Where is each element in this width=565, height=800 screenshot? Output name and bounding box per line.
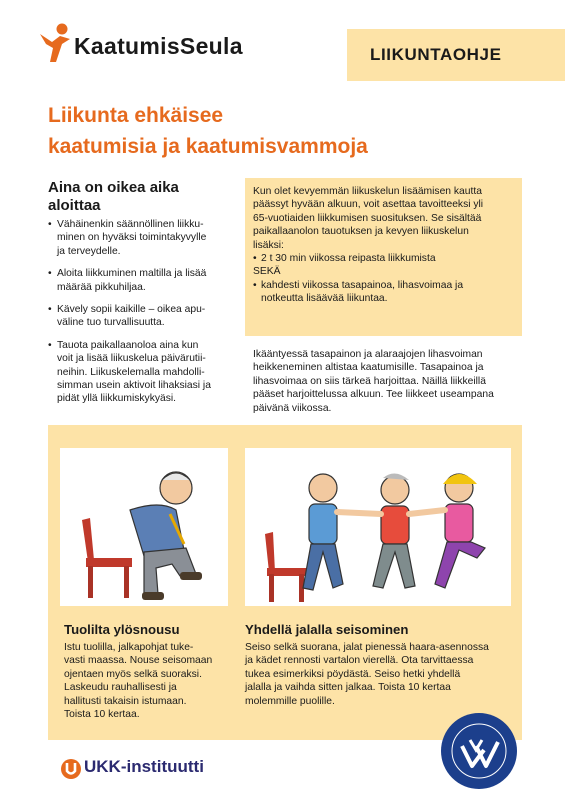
info-line: lisäksi: <box>253 239 284 251</box>
recommendation-text <box>253 185 517 306</box>
one-leg-standing-illustration <box>245 448 511 606</box>
info-line: 65-vuotiaiden liikkumisen suosituksen. Se sisältää <box>253 212 482 224</box>
left-heading-line-1: Aina on oikea aika <box>48 179 179 196</box>
info-line: paikallaanolon tauotuksen ja kevyen liikuskelun <box>253 226 469 238</box>
list-item-line: väline tuo turvallisuutta. <box>57 317 165 329</box>
list-item-line: • Tauota paikallaanoloa aina kun <box>57 339 199 351</box>
exercise-line: vasti maassa. Nouse seisomaan <box>64 655 213 667</box>
list-item <box>48 267 238 294</box>
list-item-line: simman usein aktivoit lihaksiasi ja <box>57 380 211 392</box>
exercise-1-title: Tuolilta ylösnousu <box>64 622 180 637</box>
list-item-line: määrää pikkuhiljaa. <box>57 281 146 293</box>
list-item-line: voit ja lisää liikuskelua päivärutii- <box>57 353 206 365</box>
paragraph-line: pääset harjoittelussa alkuun. Tee liikkeet useampana <box>253 389 494 401</box>
info-bullet: • kahdesti viikossa tasapainoa, lihasvoimaa ja <box>253 279 517 292</box>
paragraph-line: heikkeneminen altistaa kaatumisille. Tasapainoa ja <box>253 362 484 374</box>
left-heading <box>48 179 218 215</box>
info-bullet: • 2 t 30 min viikossa reipasta liikkumista <box>253 252 517 265</box>
exercise-line: Seiso selkä suorana, jalat pienessä haara-asennossa <box>245 642 489 653</box>
page-title-line-1: Liikunta ehkäisee <box>48 104 224 127</box>
paragraph-line: päivänä viikossa. <box>253 402 332 414</box>
list-item-line: pidät yllä liikkumiskykyäsi. <box>57 393 177 405</box>
kaatumisseula-logo-icon <box>38 22 74 64</box>
info-bullet-continued: notkeutta lisäävää liikuntaa. <box>261 293 388 305</box>
brand-name: KaatumisSeula <box>74 33 243 59</box>
exercise-line: jalalla ja vaihda sitten jalkaa. Toista 10 kertaa <box>245 682 451 694</box>
paragraph-line: lihasvoimaa on siis tärkeä harjoittaa. Näillä liikkeillä <box>253 375 486 387</box>
list-item-line: • Aloita liikkuminen maltilla ja lisää <box>57 268 207 280</box>
page-title-line-2: kaatumisia ja kaatumisvammoja <box>48 135 368 158</box>
info-line: Kun olet kevyemmän liikuskelun lisäämisen kautta <box>253 186 482 197</box>
exercise-line: tukea esimerkiksi pöydästä. Seiso hetki yhdellä <box>245 668 461 680</box>
quality-seal-icon <box>440 712 518 790</box>
chair-stand-illustration <box>60 448 228 606</box>
exercise-line: Toista 10 kertaa. <box>64 709 140 721</box>
info-line: päässyt hyvään alkuun, voit asettaa tavoitteeksi yli <box>253 199 484 211</box>
exercise-line: ja kädet rennosti vartalon vierellä. Ota tarvittaessa <box>245 655 474 667</box>
list-item <box>48 218 238 258</box>
exercise-line: molemmille puolille. <box>245 695 335 707</box>
ukk-logo-icon <box>60 758 82 780</box>
list-item-line: • Vähäinenkin säännöllinen liikku- <box>57 219 204 230</box>
list-item <box>48 303 238 330</box>
list-item-line: minen on hyväksi toimintakyvylle <box>57 232 207 244</box>
exercise-2-text <box>245 641 515 708</box>
ukk-institute-name: UKK-instituutti <box>84 757 204 776</box>
body-paragraph <box>253 348 523 415</box>
tips-list <box>48 218 238 415</box>
exercise-line: Laskeudu rauhallisesti ja <box>64 682 177 694</box>
exercise-line: ojentaen myös selkä suoraksi. <box>64 668 202 680</box>
exercise-line: Istu tuolilla, jalkapohjat tuke- <box>64 642 194 653</box>
header-tagline: LIIKUNTAOHJE <box>370 45 502 64</box>
exercise-line: hallitusti takaisin istumaan. <box>64 695 187 707</box>
left-heading-line-2: aloittaa <box>48 197 101 214</box>
list-item-line: • Kävely sopii kaikille – oikea apu- <box>57 304 206 316</box>
exercise-1-text <box>64 641 228 721</box>
exercise-2-title: Yhdellä jalalla seisominen <box>245 622 409 637</box>
list-item-line: ja terveydelle. <box>57 245 121 257</box>
list-item-line: neihin. Liikuskelemalla mahdolli- <box>57 366 205 378</box>
info-connector: SEKÄ <box>253 266 281 278</box>
list-item <box>48 339 238 406</box>
paragraph-line: Ikääntyessä tasapainon ja alaraajojen lihasvoiman <box>253 349 483 360</box>
